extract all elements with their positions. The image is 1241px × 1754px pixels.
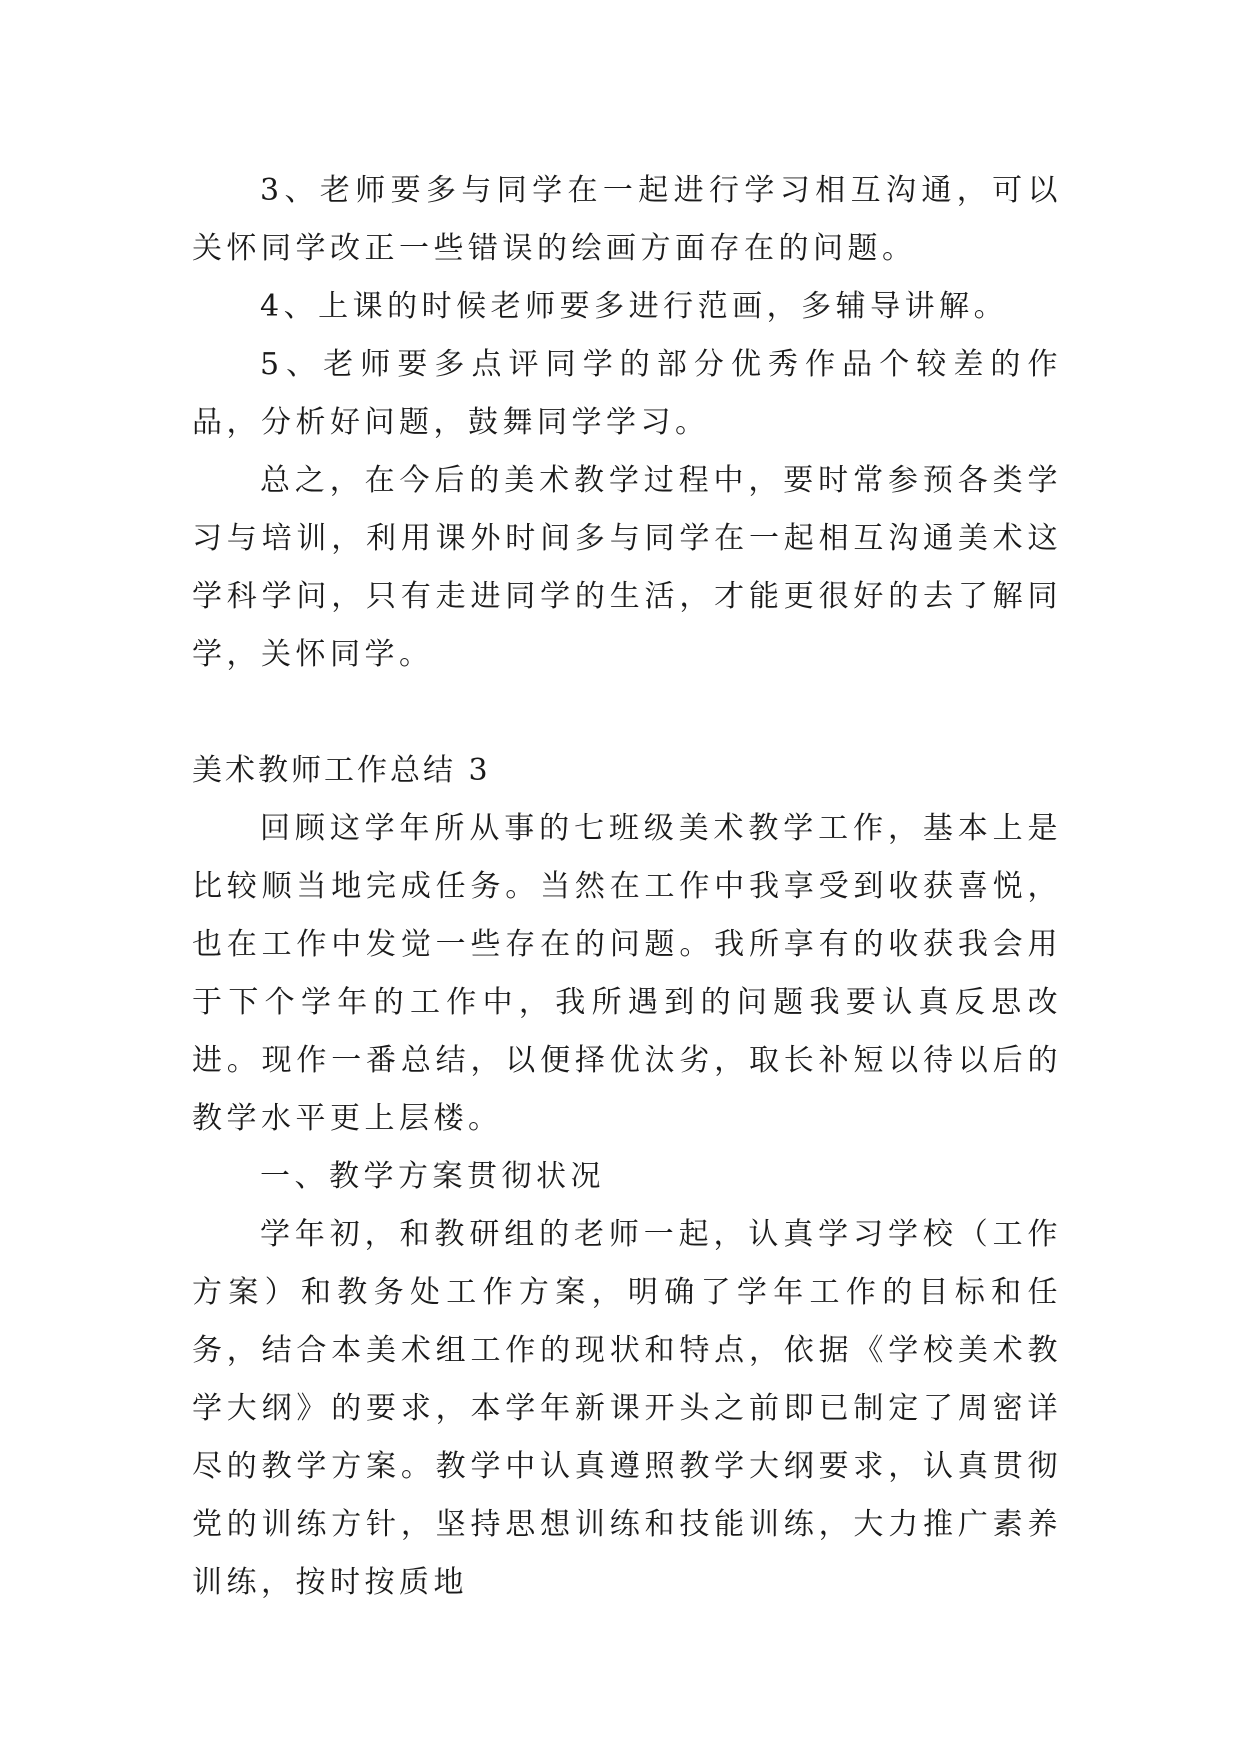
paragraph-item-5: 5、老师要多点评同学的部分优秀作品个较差的作品，分析好问题，鼓舞同学学习。	[192, 347, 1062, 440]
document-body	[192, 162, 1062, 1612]
section-gap	[192, 684, 1062, 742]
paragraph-item-3: 3、老师要多与同学在一起进行学习相互沟通，可以关怀同学改正一些错误的绘画方面存在的问题。	[192, 173, 1062, 266]
paragraph-review: 回顾这学年所从事的七班级美术教学工作，基本上是比较顺当地完成任务。当然在工作中我享受到收获喜悦，也在工作中发觉一些存在的问题。我所享有的收获我会用于下个学年的工作中，我所遇到的问题我要认真反思改进。现作一番总结，以便择优汰劣，取长补短以待以后的教学水平更上层楼。	[192, 811, 1062, 1136]
paragraph-item-4: 4、上课的时候老师要多进行范画，多辅导讲解。	[260, 289, 1009, 324]
subheading-teaching-plan: 一、教学方案贯彻状况	[260, 1159, 605, 1194]
paragraph-teaching-plan: 学年初，和教研组的老师一起，认真学习学校（工作方案）和教务处工作方案，明确了学年工作的目标和任务，结合本美术组工作的现状和特点，依据《学校美术教学大纲》的要求，本学年新课开头之前即已制定了周密详尽的教学方案。教学中认真遵照教学大纲要求，认真贯彻党的训练方针，坚持思想训练和技能训练，大力推广素养训练，按时按质地	[192, 1217, 1062, 1600]
paragraph-conclusion: 总之，在今后的美术教学过程中，要时常参预各类学习与培训，利用课外时间多与同学在一起相互沟通美术这学科学问，只有走进同学的生活，才能更很好的去了解同学，关怀同学。	[192, 463, 1062, 672]
section-heading: 美术教师工作总结 3	[192, 753, 491, 788]
